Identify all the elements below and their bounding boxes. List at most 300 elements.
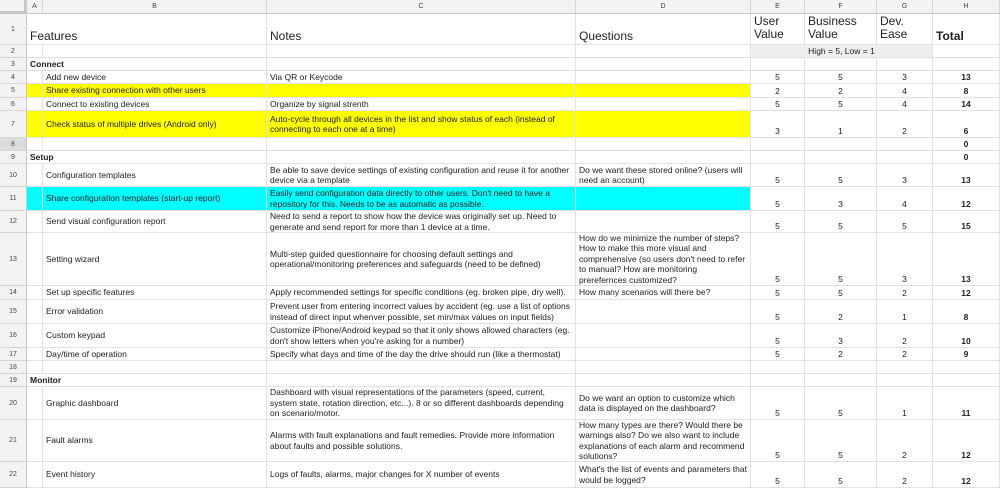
notes-cell[interactable] <box>267 71 576 84</box>
total-cell-text: 0 <box>963 151 969 162</box>
header-business-value <box>805 14 877 45</box>
feature-cell[interactable] <box>43 462 267 488</box>
row-header-13-text: 13 <box>9 255 17 263</box>
cell-a10[interactable] <box>27 164 43 187</box>
dev-ease-cell-text: 4 <box>902 98 907 109</box>
feature-cell-text: Event history <box>46 469 96 480</box>
feature-cell-text: Error validation <box>46 306 104 317</box>
total-cell[interactable] <box>933 374 1000 387</box>
feature-cell-text: Check status of multiple drives (Android only) <box>46 118 217 129</box>
questions-cell[interactable] <box>576 84 751 98</box>
business-value-cell-text: 2 <box>838 348 843 359</box>
total-cell[interactable] <box>933 187 1000 211</box>
notes-cell[interactable] <box>267 138 576 151</box>
header-total <box>933 14 1000 45</box>
business-value-cell[interactable] <box>805 187 877 211</box>
total-cell[interactable] <box>933 98 1000 111</box>
feature-cell-text: Send visual configuration report <box>46 216 166 227</box>
user-value-cell[interactable] <box>751 348 805 361</box>
dev-ease-cell-text: 4 <box>902 85 907 96</box>
feature-cell[interactable] <box>43 71 267 84</box>
column-header-f[interactable] <box>805 0 877 14</box>
total-cell-text: 9 <box>963 348 969 359</box>
cell-a12[interactable] <box>27 211 43 233</box>
total-cell[interactable] <box>933 151 1000 164</box>
row-header-3-text: 3 <box>11 60 15 68</box>
user-value-cell-text: 5 <box>775 335 780 346</box>
notes-cell[interactable] <box>267 151 576 164</box>
dev-ease-cell-text: 2 <box>902 335 907 346</box>
user-value-cell-text: 5 <box>775 475 780 486</box>
feature-cell[interactable] <box>43 361 267 374</box>
questions-cell[interactable] <box>576 187 751 211</box>
questions-cell[interactable] <box>576 387 751 420</box>
user-value-cell[interactable] <box>751 84 805 98</box>
business-value-cell-text: 2 <box>838 311 843 322</box>
header-notes-text: Notes <box>270 29 302 43</box>
row-header-20-text: 20 <box>9 399 17 407</box>
business-value-cell[interactable] <box>805 151 877 164</box>
row-header-14[interactable] <box>0 286 27 300</box>
business-value-cell[interactable] <box>805 361 877 374</box>
user-value-cell-text: 3 <box>775 125 780 136</box>
user-value-cell[interactable] <box>751 138 805 151</box>
notes-cell[interactable] <box>267 420 576 462</box>
row-header-18-text: 18 <box>9 363 17 371</box>
business-value-cell[interactable] <box>805 111 877 138</box>
total-cell[interactable] <box>933 300 1000 324</box>
user-value-cell[interactable] <box>751 420 805 462</box>
business-value-cell[interactable] <box>805 164 877 187</box>
dev-ease-cell[interactable] <box>877 374 933 387</box>
user-value-cell[interactable] <box>751 151 805 164</box>
column-header-h-text: H <box>963 3 969 10</box>
dev-ease-cell-text: 2 <box>902 348 907 359</box>
user-value-cell[interactable] <box>751 164 805 187</box>
dev-ease-cell[interactable] <box>877 151 933 164</box>
user-value-cell[interactable] <box>751 98 805 111</box>
cell-a7[interactable] <box>27 111 43 138</box>
feature-cell[interactable] <box>43 300 267 324</box>
total-cell[interactable] <box>933 233 1000 286</box>
dev-ease-cell[interactable] <box>877 138 933 151</box>
row-header-10[interactable] <box>0 164 27 187</box>
total-cell-text: 14 <box>961 98 971 109</box>
dev-ease-cell[interactable] <box>877 71 933 84</box>
notes-cell-text: Auto-cycle through all devices in the list and show status of each (instead of connecting to each one at a time) <box>270 113 555 134</box>
column-header-d-text: D <box>660 3 666 10</box>
user-value-cell-text: 5 <box>775 407 780 418</box>
cell-a6[interactable] <box>27 98 43 111</box>
dev-ease-cell-text: 2 <box>902 287 907 298</box>
column-header-g[interactable] <box>877 0 933 14</box>
cell-d2[interactable] <box>576 45 751 58</box>
questions-cell[interactable] <box>576 151 751 164</box>
notes-cell[interactable] <box>267 387 576 420</box>
row-header-2-text: 2 <box>11 47 15 55</box>
total-cell[interactable] <box>933 58 1000 71</box>
row-header-11-text: 11 <box>9 195 17 202</box>
user-value-cell[interactable] <box>751 361 805 374</box>
questions-cell-text: How many types are there? Would there be warnings also? Do we also want to include explanations of each alarm and recommend solutions? <box>579 420 745 461</box>
business-value-cell[interactable] <box>805 138 877 151</box>
user-value-cell[interactable] <box>751 111 805 138</box>
section-setup-text: Setup <box>30 151 54 162</box>
column-header-c[interactable] <box>267 0 576 14</box>
questions-cell[interactable] <box>576 233 751 286</box>
section-connect[interactable] <box>27 58 267 71</box>
notes-cell-text: Logs of faults, alarms, major changes for X number of events <box>270 469 500 480</box>
row-header-22[interactable] <box>0 462 27 488</box>
questions-cell[interactable] <box>576 420 751 462</box>
business-value-cell[interactable] <box>805 300 877 324</box>
dev-ease-cell[interactable] <box>877 211 933 233</box>
user-value-cell[interactable] <box>751 300 805 324</box>
total-cell[interactable] <box>933 361 1000 374</box>
questions-cell[interactable] <box>576 374 751 387</box>
row-header-6-text: 6 <box>11 100 15 108</box>
questions-cell[interactable] <box>576 361 751 374</box>
header-features-text: Features <box>30 29 78 43</box>
total-cell[interactable] <box>933 420 1000 462</box>
row-header-12-text: 12 <box>9 218 17 225</box>
total-cell[interactable] <box>933 286 1000 300</box>
feature-cell[interactable] <box>43 348 267 361</box>
feature-cell[interactable] <box>43 387 267 420</box>
row-header-13[interactable] <box>0 233 27 286</box>
total-cell[interactable] <box>933 387 1000 420</box>
dev-ease-cell[interactable] <box>877 98 933 111</box>
questions-cell[interactable] <box>576 324 751 348</box>
feature-cell[interactable] <box>43 420 267 462</box>
business-value-cell[interactable] <box>805 420 877 462</box>
user-value-cell[interactable] <box>751 286 805 300</box>
cell-b2[interactable] <box>43 45 267 58</box>
feature-cell-text: Day/time of operation <box>46 348 127 359</box>
row-header-15[interactable] <box>0 300 27 324</box>
dev-ease-cell[interactable] <box>877 361 933 374</box>
feature-cell[interactable] <box>43 233 267 286</box>
total-cell-text: 10 <box>961 335 971 346</box>
business-value-cell-text: 5 <box>838 449 843 460</box>
notes-cell[interactable] <box>267 286 576 300</box>
questions-cell[interactable] <box>576 111 751 138</box>
user-value-cell-text: 2 <box>775 85 780 96</box>
business-value-cell[interactable] <box>805 348 877 361</box>
column-header-g-text: G <box>901 3 908 10</box>
total-cell-text: 0 <box>963 138 969 149</box>
business-value-cell[interactable] <box>805 324 877 348</box>
user-value-cell-text: 5 <box>775 273 780 284</box>
row-header-21-text: 21 <box>9 437 17 444</box>
row-header-4-text: 4 <box>11 73 15 81</box>
total-cell[interactable] <box>933 84 1000 98</box>
notes-cell[interactable] <box>267 58 576 71</box>
notes-cell-text: Be able to save device settings of existing configuration and reuse it for another device via a template <box>270 164 570 185</box>
business-value-cell-text: 5 <box>838 174 843 185</box>
section-connect-text: Connect <box>30 58 64 69</box>
notes-cell[interactable] <box>267 374 576 387</box>
row-header-4[interactable] <box>0 71 27 84</box>
row-header-14-text: 14 <box>9 289 17 296</box>
cell-a11[interactable] <box>27 187 43 211</box>
total-cell-text: 8 <box>963 311 969 322</box>
questions-cell-text: How many scenarios will there be? <box>579 287 711 298</box>
feature-cell[interactable] <box>43 286 267 300</box>
business-value-cell-text: 5 <box>838 287 843 298</box>
dev-ease-cell[interactable] <box>877 462 933 488</box>
dev-ease-cell[interactable] <box>877 286 933 300</box>
cell-a14[interactable] <box>27 286 43 300</box>
business-value-cell[interactable] <box>805 462 877 488</box>
total-cell[interactable] <box>933 111 1000 138</box>
total-cell[interactable] <box>933 211 1000 233</box>
business-value-cell-text: 5 <box>838 98 843 109</box>
business-value-cell[interactable] <box>805 211 877 233</box>
notes-cell[interactable] <box>267 233 576 286</box>
business-value-cell[interactable] <box>805 98 877 111</box>
row-header-6[interactable] <box>0 98 27 111</box>
questions-cell-text: What's the list of events and parameters that would be logged? <box>579 464 747 485</box>
questions-cell[interactable] <box>576 211 751 233</box>
section-monitor[interactable] <box>27 374 267 387</box>
user-value-cell-text: 5 <box>775 311 780 322</box>
user-value-cell[interactable] <box>751 71 805 84</box>
questions-cell-text: Do we want an option to customize which data is displayed on the dashboard? <box>579 392 735 413</box>
notes-cell[interactable] <box>267 111 576 138</box>
cell-a15[interactable] <box>27 300 43 324</box>
business-value-cell-text: 3 <box>838 335 843 346</box>
header-questions <box>576 14 751 45</box>
notes-cell-text: Dashboard with visual representations of the parameters (speed, current, system state, rotation direction, etc...). 8 or so different dashboards depending on scenario/motor. <box>270 387 564 419</box>
dev-ease-cell[interactable] <box>877 300 933 324</box>
notes-cell[interactable] <box>267 462 576 488</box>
dev-ease-cell-text: 2 <box>902 125 907 136</box>
cell-a2[interactable] <box>27 45 43 58</box>
row-header-18[interactable] <box>0 361 27 374</box>
row-header-19[interactable] <box>0 374 27 387</box>
row-header-7-text: 7 <box>11 120 15 128</box>
total-cell[interactable] <box>933 348 1000 361</box>
feature-cell-text: Fault alarms <box>46 435 93 446</box>
column-header-c-text: C <box>418 3 424 10</box>
user-value-cell[interactable] <box>751 387 805 420</box>
row-header-12[interactable] <box>0 211 27 233</box>
questions-cell[interactable] <box>576 138 751 151</box>
notes-cell[interactable] <box>267 84 576 98</box>
column-header-a[interactable] <box>27 0 43 14</box>
user-value-cell-text: 5 <box>775 220 780 231</box>
row-header-2[interactable] <box>0 45 27 58</box>
column-header-e-text: E <box>775 3 780 10</box>
business-value-cell[interactable] <box>805 233 877 286</box>
user-value-cell[interactable] <box>751 374 805 387</box>
column-header-b[interactable] <box>43 0 267 14</box>
business-value-cell-text: 3 <box>838 198 843 209</box>
total-cell[interactable] <box>933 462 1000 488</box>
user-value-cell-text: 5 <box>775 449 780 460</box>
feature-cell[interactable] <box>43 84 267 98</box>
feature-cell[interactable] <box>43 138 267 151</box>
row-header-17-text: 17 <box>9 350 17 358</box>
business-value-cell[interactable] <box>805 84 877 98</box>
feature-cell-text: Share configuration templates (start-up report) <box>46 193 221 204</box>
row-header-1[interactable] <box>0 14 27 45</box>
notes-cell-text: Prevent user from entering incorrect values by accident (eg. use a list of options instead of direct input whenver possible, set min/max values on input fields) <box>270 301 571 322</box>
business-value-cell-text: 5 <box>838 220 843 231</box>
total-cell-text: 6 <box>963 125 969 136</box>
row-header-10-text: 10 <box>9 171 17 179</box>
cell-a18[interactable] <box>27 361 43 374</box>
total-cell[interactable] <box>933 324 1000 348</box>
feature-cell[interactable] <box>43 187 267 211</box>
dev-ease-cell[interactable] <box>877 111 933 138</box>
cell-a20[interactable] <box>27 387 43 420</box>
dev-ease-cell[interactable] <box>877 348 933 361</box>
questions-cell[interactable] <box>576 348 751 361</box>
feature-cell-text: Graphic dashboard <box>46 397 119 408</box>
total-cell-text: 12 <box>961 449 971 460</box>
dev-ease-cell-text: 3 <box>902 273 907 284</box>
total-cell[interactable] <box>933 71 1000 84</box>
total-cell-text: 11 <box>961 407 971 418</box>
row-header-21[interactable] <box>0 420 27 462</box>
user-value-cell[interactable] <box>751 324 805 348</box>
user-value-cell-text: 5 <box>775 198 780 209</box>
cell-h2[interactable] <box>933 45 1000 58</box>
cell-a21[interactable] <box>27 420 43 462</box>
cell-a16[interactable] <box>27 324 43 348</box>
header-notes <box>267 14 576 45</box>
cell-a8[interactable] <box>27 138 43 151</box>
questions-cell[interactable] <box>576 300 751 324</box>
total-cell-text: 12 <box>961 198 971 209</box>
row-header-3[interactable] <box>0 58 27 71</box>
section-setup[interactable] <box>27 151 267 164</box>
feature-cell-text: Add new device <box>46 71 107 82</box>
business-value-cell[interactable] <box>805 387 877 420</box>
feature-cell[interactable] <box>43 164 267 187</box>
user-value-cell[interactable] <box>751 187 805 211</box>
row-header-7[interactable] <box>0 111 27 138</box>
business-value-cell-text: 5 <box>838 273 843 284</box>
business-value-cell[interactable] <box>805 286 877 300</box>
notes-cell[interactable] <box>267 98 576 111</box>
header-user-value-text: User Value <box>754 14 784 41</box>
user-value-cell[interactable] <box>751 58 805 71</box>
feature-cell[interactable] <box>43 211 267 233</box>
business-value-cell[interactable] <box>805 58 877 71</box>
questions-cell[interactable] <box>576 164 751 187</box>
business-value-cell[interactable] <box>805 71 877 84</box>
feature-cell-text: Share existing connection with other users <box>46 85 206 96</box>
user-value-cell[interactable] <box>751 233 805 286</box>
feature-cell[interactable] <box>43 111 267 138</box>
scale-note-text: High = 5, Low = 1 <box>808 45 875 56</box>
user-value-cell-text: 5 <box>775 71 780 82</box>
dev-ease-cell[interactable] <box>877 420 933 462</box>
cell-c2[interactable] <box>267 45 576 58</box>
row-header-20[interactable] <box>0 387 27 420</box>
feature-cell[interactable] <box>43 98 267 111</box>
user-value-cell-text: 5 <box>775 174 780 185</box>
notes-cell[interactable] <box>267 324 576 348</box>
questions-cell[interactable] <box>576 58 751 71</box>
notes-cell[interactable] <box>267 361 576 374</box>
dev-ease-cell[interactable] <box>877 233 933 286</box>
row-header-5[interactable] <box>0 84 27 98</box>
column-header-d[interactable] <box>576 0 751 14</box>
business-value-cell[interactable] <box>805 374 877 387</box>
dev-ease-cell[interactable] <box>877 58 933 71</box>
notes-cell[interactable] <box>267 300 576 324</box>
row-header-17[interactable] <box>0 348 27 361</box>
user-value-cell-text: 5 <box>775 98 780 109</box>
notes-cell-text: Need to send a report to show how the device was originally set up. Need to generate and send report for more than 1 device at a time. <box>270 211 557 232</box>
total-cell[interactable] <box>933 138 1000 151</box>
dev-ease-cell[interactable] <box>877 324 933 348</box>
questions-cell-text: Do we want these stored online? (users will need an account) <box>579 164 743 185</box>
total-cell[interactable] <box>933 164 1000 187</box>
total-cell-text: 15 <box>961 220 971 231</box>
business-value-cell-text: 5 <box>838 407 843 418</box>
row-header-16[interactable] <box>0 324 27 348</box>
scale-note[interactable] <box>751 45 933 58</box>
select-all-corner[interactable] <box>0 0 27 14</box>
section-monitor-text: Monitor <box>30 374 62 385</box>
cell-a17[interactable] <box>27 348 43 361</box>
row-header-11[interactable] <box>0 187 27 211</box>
dev-ease-cell[interactable] <box>877 187 933 211</box>
cell-a13[interactable] <box>27 233 43 286</box>
user-value-cell[interactable] <box>751 462 805 488</box>
dev-ease-cell-text: 4 <box>902 198 907 209</box>
cell-a5[interactable] <box>27 84 43 98</box>
notes-cell-text: Easily send configuration data directly to other users. Don't need to have a repository for this. Needs to be as automatic as possible. <box>270 188 550 209</box>
user-value-cell-text: 5 <box>775 348 780 359</box>
row-header-8[interactable] <box>0 138 27 151</box>
cell-a22[interactable] <box>27 462 43 488</box>
column-header-b-text: B <box>152 3 157 10</box>
row-header-15-text: 15 <box>9 308 17 315</box>
header-features <box>27 14 267 45</box>
questions-cell[interactable] <box>576 71 751 84</box>
feature-cell[interactable] <box>43 324 267 348</box>
dev-ease-cell[interactable] <box>877 387 933 420</box>
questions-cell[interactable] <box>576 286 751 300</box>
notes-cell[interactable] <box>267 211 576 233</box>
dev-ease-cell[interactable] <box>877 164 933 187</box>
business-value-cell-text: 1 <box>838 125 843 136</box>
row-header-9-text: 9 <box>11 153 15 161</box>
cell-a4[interactable] <box>27 71 43 84</box>
notes-cell[interactable] <box>267 164 576 187</box>
row-header-9[interactable] <box>0 151 27 164</box>
column-header-e[interactable] <box>751 0 805 14</box>
notes-cell[interactable] <box>267 187 576 211</box>
row-header-1-text: 1 <box>11 25 15 33</box>
column-header-h[interactable] <box>933 0 1000 14</box>
row-header-16-text: 16 <box>9 332 17 339</box>
header-dev-ease <box>877 14 933 45</box>
questions-cell[interactable] <box>576 98 751 111</box>
questions-cell-text: How do we minimize the number of steps? How to make this more visual and comprehensive (so users don't need to refer to manual? How are monitoring prerefernces customized? <box>579 233 746 285</box>
notes-cell-text: Via QR or Keycode <box>270 71 343 82</box>
notes-cell[interactable] <box>267 348 576 361</box>
dev-ease-cell[interactable] <box>877 84 933 98</box>
questions-cell[interactable] <box>576 462 751 488</box>
user-value-cell[interactable] <box>751 211 805 233</box>
